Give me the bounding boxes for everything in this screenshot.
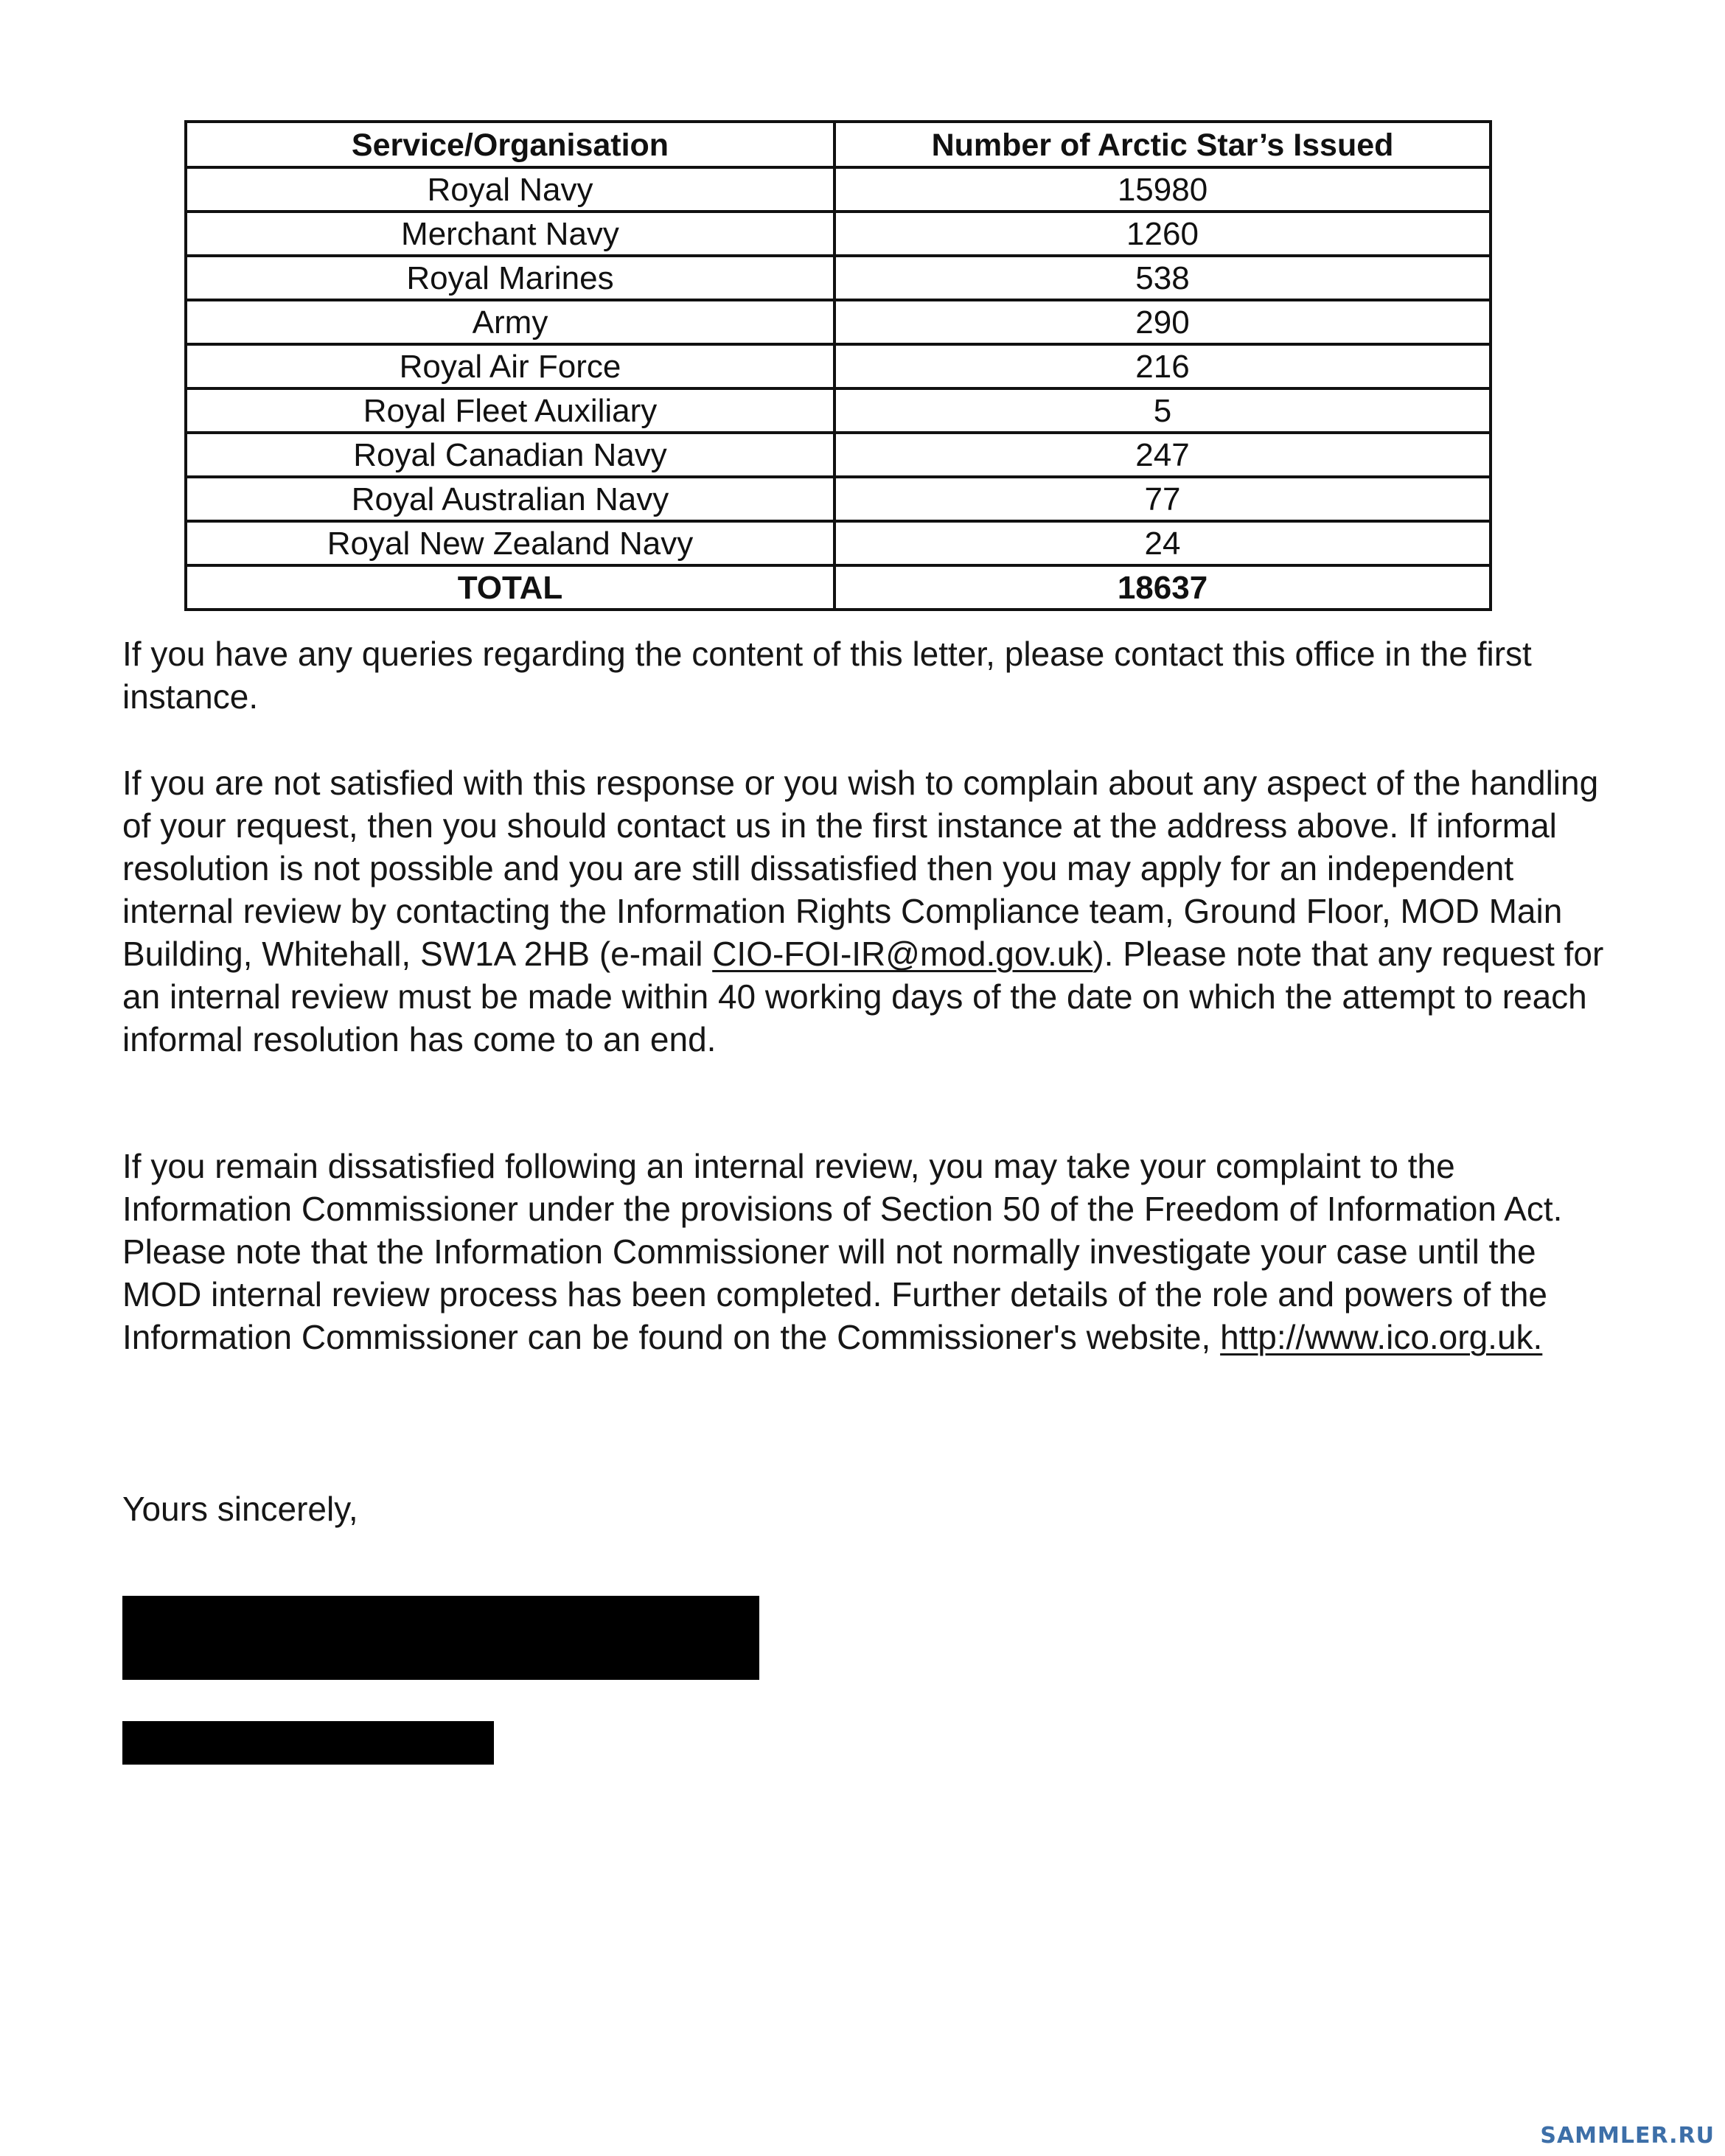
- table-row: [186, 212, 1491, 256]
- total-label: TOTAL: [186, 565, 834, 610]
- count-cell: 1260: [834, 212, 1491, 256]
- total-count: 18637: [834, 565, 1491, 610]
- table-row: [186, 344, 1491, 388]
- service-cell: Royal Marines: [186, 256, 834, 300]
- count-cell: 538: [834, 256, 1491, 300]
- table-header-row: [186, 122, 1491, 167]
- complaints-text-end: ). Please note that any request for an internal review must be made within 40 working days of the date on which the attempt to reach informal resolution has come to an end.: [122, 935, 1604, 1058]
- service-cell: Royal Fleet Auxiliary: [186, 388, 834, 433]
- complaints-paragraph: [122, 761, 1604, 1061]
- count-cell: 15980: [834, 167, 1491, 212]
- table-row: [186, 521, 1491, 565]
- table-row: [186, 300, 1491, 344]
- service-cell: Royal Navy: [186, 167, 834, 212]
- count-cell: 77: [834, 477, 1491, 521]
- service-cell: Royal New Zealand Navy: [186, 521, 834, 565]
- information-commissioner-paragraph: [122, 1145, 1604, 1358]
- commissioner-text: If you remain dissatisfied following an internal review, you may take your complaint to the Information Commissioner under the provisions of Section 50 of the Freedom of Information Act. Please note that the Information Commissioner will not normally investigate your case until the MOD internal review process has been completed. Further details of the role and powers of the Information Commissioner can be found on the Commissioner's website,: [122, 1147, 1563, 1356]
- watermark: SAMMLER.RU: [1540, 2123, 1715, 2149]
- count-cell: 5: [834, 388, 1491, 433]
- service-cell: Army: [186, 300, 834, 344]
- table-row: [186, 477, 1491, 521]
- table-row: [186, 167, 1491, 212]
- count-cell: 216: [834, 344, 1491, 388]
- complaints-text: If you are not satisfied with this response or you wish to complain about any aspect of the handling of your request, then you should contact us in the first instance at the address above. If informal resolution is not possible and you are still dissatisfied then you may apply for an independent internal review by contacting the Information Rights Compliance team, Ground Floor, MOD Main Building, Whitehall, SW1A 2HB (e-mail: [122, 764, 1599, 973]
- column-header-service: Service/Organisation: [186, 122, 834, 167]
- table-row: [186, 256, 1491, 300]
- table-row: [186, 388, 1491, 433]
- ico-website-link[interactable]: http://www.ico.org.uk.: [1220, 1318, 1543, 1356]
- queries-paragraph: If you have any queries regarding the content of this letter, please contact this office in the first instance.: [122, 635, 1532, 716]
- redacted-name-block: [122, 1721, 494, 1765]
- table-total-row: [186, 565, 1491, 610]
- table-row: [186, 433, 1491, 477]
- email-link[interactable]: CIO-FOI-IR@mod.gov.uk: [712, 935, 1093, 973]
- column-header-count: Number of Arctic Star’s Issued: [834, 122, 1491, 167]
- service-cell: Royal Australian Navy: [186, 477, 834, 521]
- service-cell: Royal Canadian Navy: [186, 433, 834, 477]
- count-cell: 247: [834, 433, 1491, 477]
- arctic-star-table: [184, 120, 1492, 611]
- closing-salutation: Yours sincerely,: [122, 1490, 358, 1528]
- service-cell: Royal Air Force: [186, 344, 834, 388]
- count-cell: 290: [834, 300, 1491, 344]
- redacted-signature-block: [122, 1596, 759, 1680]
- count-cell: 24: [834, 521, 1491, 565]
- service-cell: Merchant Navy: [186, 212, 834, 256]
